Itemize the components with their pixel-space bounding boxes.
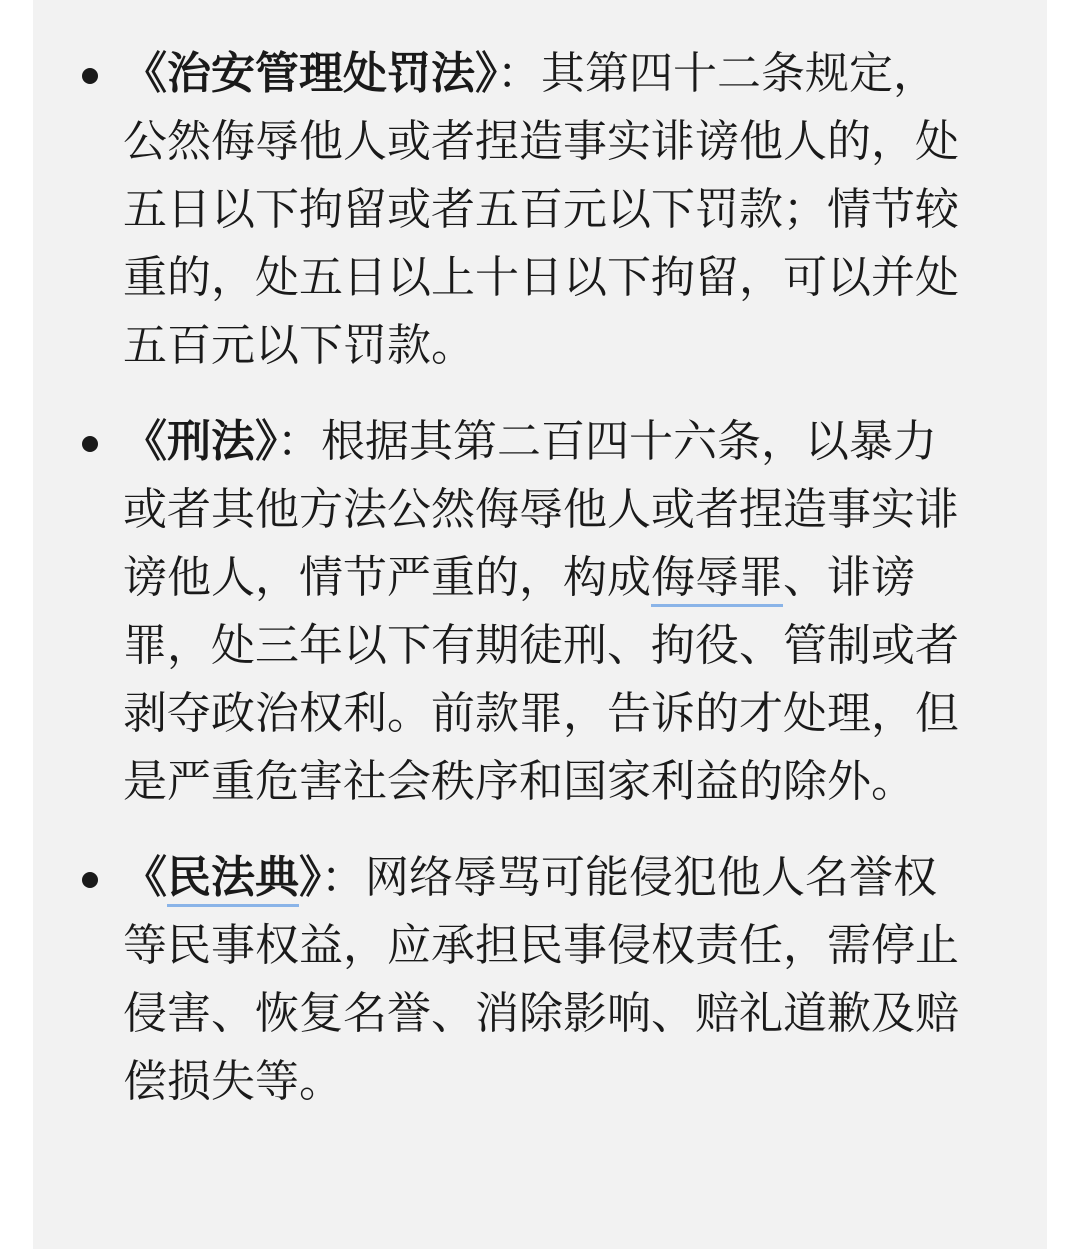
separator: ： xyxy=(277,416,321,467)
separator: ： xyxy=(321,852,365,903)
civil-code-link[interactable]: 民法典 xyxy=(167,852,299,903)
insult-crime-link[interactable]: 侮辱罪 xyxy=(651,552,783,603)
list-item-public-security-law xyxy=(33,40,1047,380)
list-item-civil-code xyxy=(33,844,1047,1116)
bullet-icon xyxy=(82,68,98,84)
law-description-part: 根据其第二百四十六条，以暴力或者其他方法公然侮辱他人或者捏造事实诽谤他人，情节严重的，构成 xyxy=(123,416,959,603)
law-name: 《刑法》 xyxy=(123,416,277,467)
bullet-icon xyxy=(82,436,98,452)
law-name: 《治安管理处罚法》 xyxy=(123,48,497,99)
separator: ： xyxy=(497,48,541,99)
law-description-part: 、诽谤罪，处三年以下有期徒刑、拘役、管制或者剥夺政治权利。前款罪，告诉的才处理，但是严重危害社会秩序和国家利益的除外。 xyxy=(123,552,959,807)
bullet-icon xyxy=(82,872,98,888)
list-item-criminal-law xyxy=(33,408,1047,816)
law-list xyxy=(33,40,1047,1144)
content-card xyxy=(33,0,1047,1249)
law-description: 网络辱骂可能侵犯他人名誉权等民事权益，应承担民事侵权责任，需停止侵害、恢复名誉、消除影响、赔礼道歉及赔偿损失等。 xyxy=(123,852,959,1107)
law-name-open-bracket: 《 xyxy=(123,852,167,903)
law-name-close-bracket: 》 xyxy=(299,852,321,903)
law-description: 其第四十二条规定，公然侮辱他人或者捏造事实诽谤他人的，处五日以下拘留或者五百元以下罚款；情节较重的，处五日以上十日以下拘留，可以并处五百元以下罚款。 xyxy=(123,48,959,371)
